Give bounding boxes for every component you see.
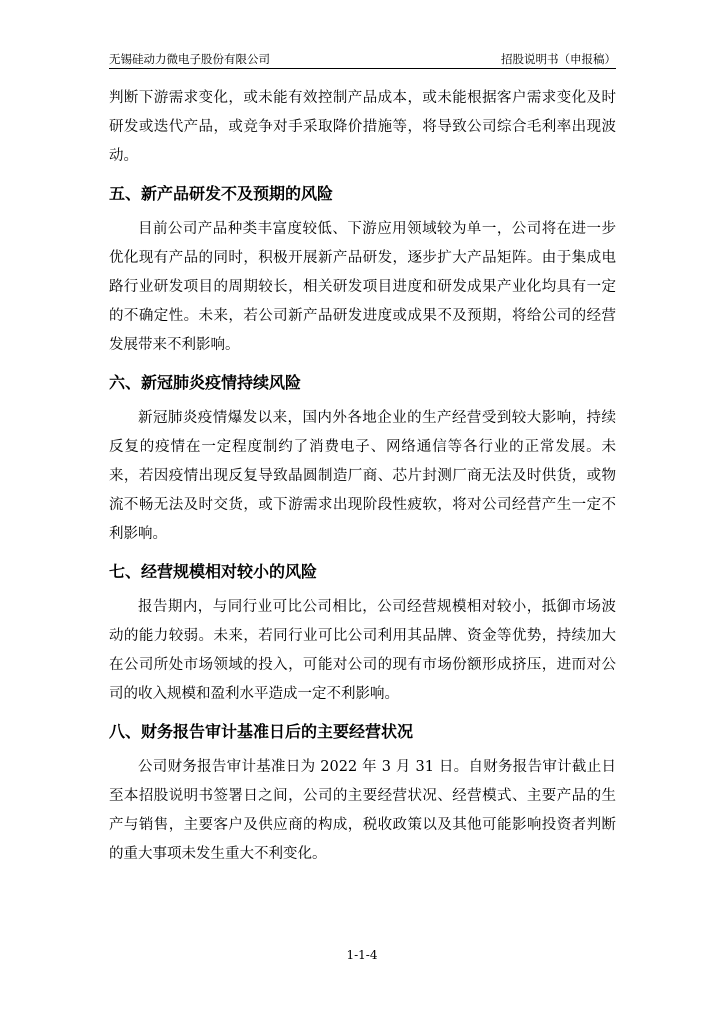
header-company: 无锡硅动力微电子股份有限公司 [109, 52, 270, 66]
section-5-paragraph: 目前公司产品种类丰富度较低、下游应用领域较为单一，公司将在进一步优化现有产品的同时，积极开展新产品研发，逐步扩大产品矩阵。由于集成电路行业研发项目的周期较长，相关研发项目进度和研发成果产业化均具有一定的不确定性。未来，若公司新产品研发进度或成果不及预期，将给公司的经营发展带来不利影响。 [109, 221, 616, 353]
section-heading-7: 七、经营规模相对较小的风险 [109, 562, 318, 581]
page-header [109, 50, 616, 68]
section-heading-6: 六、新冠肺炎疫情持续风险 [109, 373, 302, 392]
section-6-paragraph: 新冠肺炎疫情爆发以来，国内外各地企业的生产经营受到较大影响，持续反复的疫情在一定程度制约了消费电子、网络通信等各行业的正常发展。未来，若因疫情出现反复导致晶圆制造厂商、芯片封测厂商无法及时供货，或物流不畅无法及时交货，或下游需求出现阶段性疲软，将对公司经营产生一定不利影响。 [109, 410, 616, 542]
header-doc-title: 招股说明书（申报稿） [501, 52, 616, 66]
section-7-paragraph: 报告期内，与同行业可比公司相比，公司经营规模相对较小，抵御市场波动的能力较弱。未来，若同行业可比公司利用其品牌、资金等优势，持续加大在公司所处市场领域的投入，可能对公司的现有市场份额形成挤压，进而对公司的收入规模和盈利水平造成一定不利影响。 [109, 599, 616, 702]
header-divider [109, 68, 616, 69]
document-body [109, 84, 616, 869]
section-8-paragraph: 公司财务报告审计基准日为 2022 年 3 月 31 日。自财务报告审计截止日至本招股说明书签署日之间，公司的主要经营状况、经营模式、主要产品的生产与销售，主要客户及供应商的构成，税收政策以及其他可能影响投资者判断的重大事项未发生重大不利变化。 [109, 759, 616, 862]
page-number: 1-1-4 [346, 948, 378, 962]
section-heading-8: 八、财务报告审计基准日后的主要经营状况 [109, 722, 414, 741]
section-heading-5: 五、新产品研发不及预期的风险 [109, 184, 334, 203]
continued-paragraph: 判断下游需求变化，或未能有效控制产品成本，或未能根据客户需求变化及时研发或迭代产品，或竞争对手采取降价措施等，将导致公司综合毛利率出现波动。 [109, 90, 616, 164]
